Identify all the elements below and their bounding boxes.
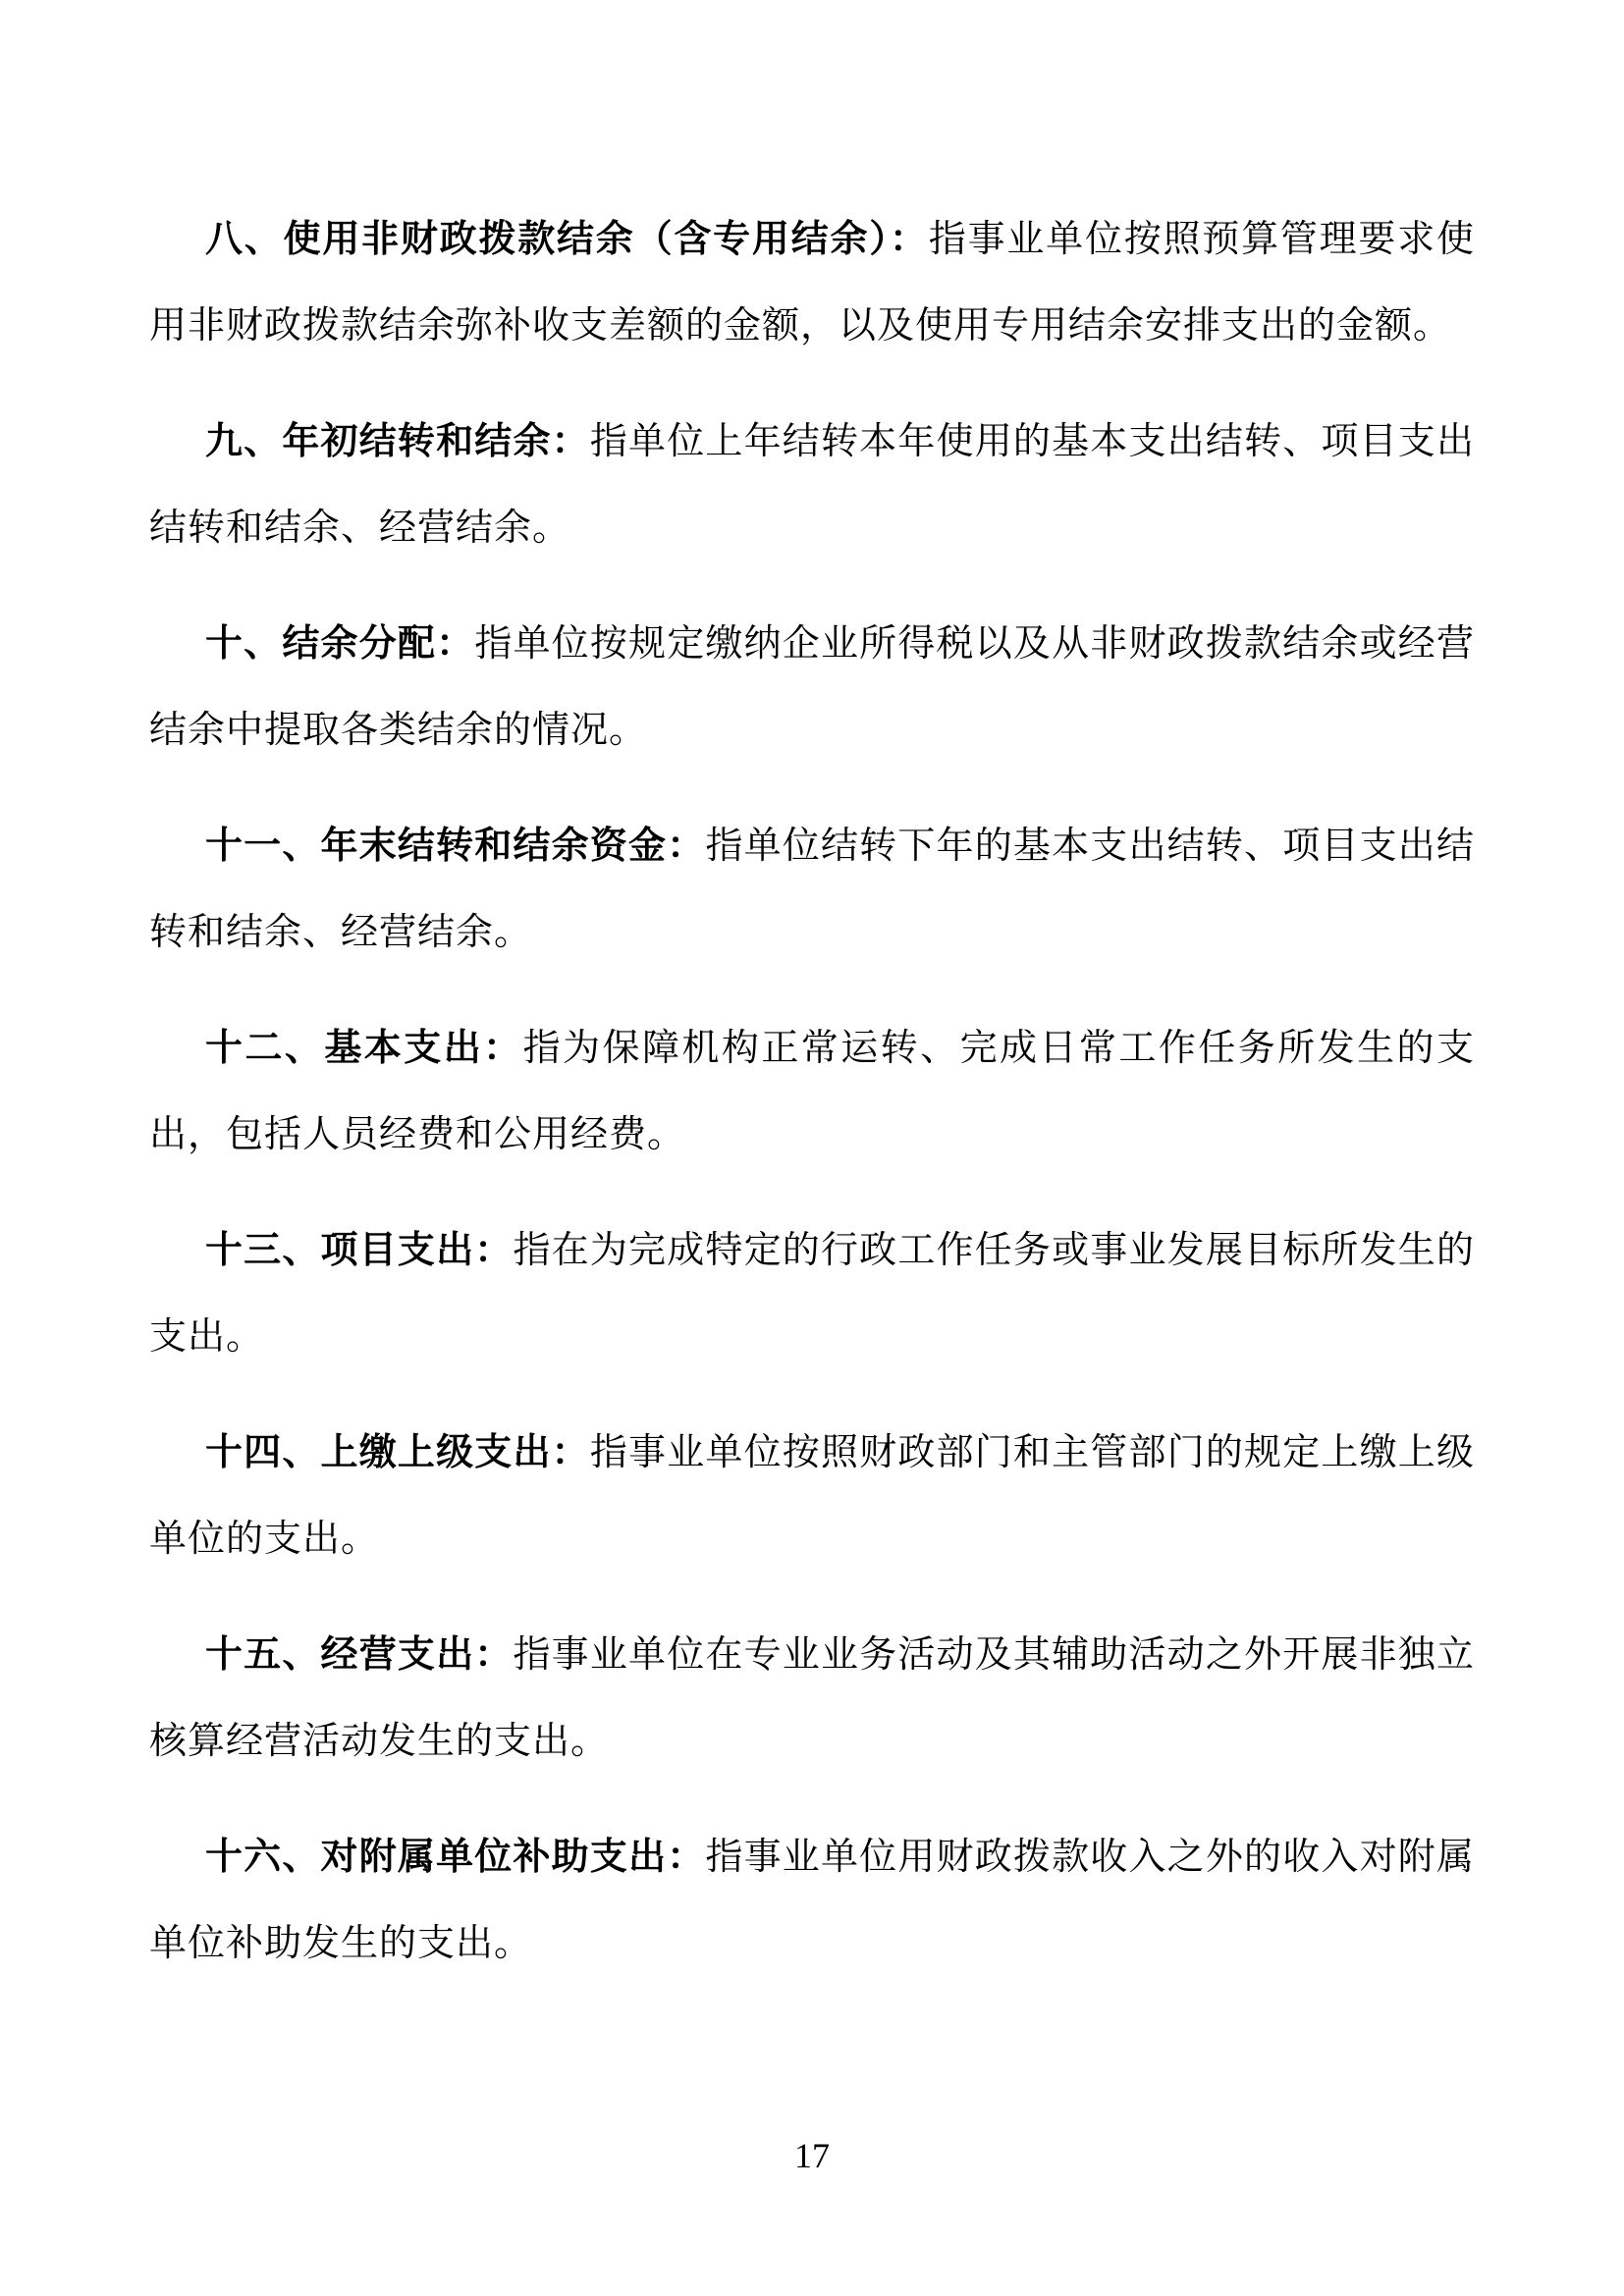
- term-definition-9: 指单位上年结转本年使用的基本支出结转、项目支出结转和结余、经营结余。: [149, 421, 1475, 549]
- term-label-15: 十五、经营支出：: [205, 1634, 514, 1676]
- term-definition-8: 指事业单位按照预算管理要求使用非财政拨款结余弥补收支差额的金额，以及使用专用结余安排支出的金额。: [149, 219, 1475, 347]
- term-definition-13: 指在为完成特定的行政工作任务或事业发展目标所发生的支出。: [149, 1230, 1475, 1358]
- definition-paragraph-9: [149, 399, 1475, 571]
- term-definition-11: 指单位结转下年的基本支出结转、项目支出结转和结余、经营结余。: [149, 826, 1475, 953]
- term-label-8: 八、使用非财政拨款结余（含专用结余）：: [205, 219, 929, 260]
- term-label-10: 十、结余分配：: [205, 623, 475, 665]
- definition-paragraph-16: [149, 1814, 1475, 1987]
- page-number: 17: [794, 2136, 830, 2175]
- term-label-16: 十六、对附属单位补助支出：: [205, 1837, 706, 1878]
- term-label-12: 十二、基本支出：: [205, 1028, 523, 1069]
- term-definition-15: 指事业单位在专业业务活动及其辅助活动之外开展非独立核算经营活动发生的支出。: [149, 1634, 1475, 1762]
- term-definition-12: 指为保障机构正常运转、完成日常工作任务所发生的支出，包括人员经费和公用经费。: [149, 1028, 1475, 1155]
- definition-paragraph-14: [149, 1410, 1475, 1582]
- definition-paragraph-12: [149, 1005, 1475, 1178]
- definition-paragraph-8: [149, 196, 1475, 369]
- definition-paragraph-15: [149, 1612, 1475, 1785]
- term-definition-10: 指单位按规定缴纳企业所得税以及从非财政拨款结余或经营结余中提取各类结余的情况。: [149, 623, 1475, 751]
- glossary-content: [149, 196, 1475, 2016]
- definition-paragraph-13: [149, 1207, 1475, 1380]
- definition-paragraph-10: [149, 601, 1475, 774]
- term-definition-16: 指事业单位用财政拨款收入之外的收入对附属单位补助发生的支出。: [149, 1837, 1475, 1964]
- term-label-13: 十三、项目支出：: [205, 1230, 514, 1271]
- definition-paragraph-11: [149, 803, 1475, 976]
- term-label-11: 十一、年末结转和结余资金：: [205, 826, 706, 867]
- term-label-14: 十四、上缴上级支出：: [205, 1432, 590, 1473]
- term-label-9: 九、年初结转和结余：: [205, 421, 590, 462]
- term-definition-14: 指事业单位按照财政部门和主管部门的规定上缴上级单位的支出。: [149, 1432, 1475, 1560]
